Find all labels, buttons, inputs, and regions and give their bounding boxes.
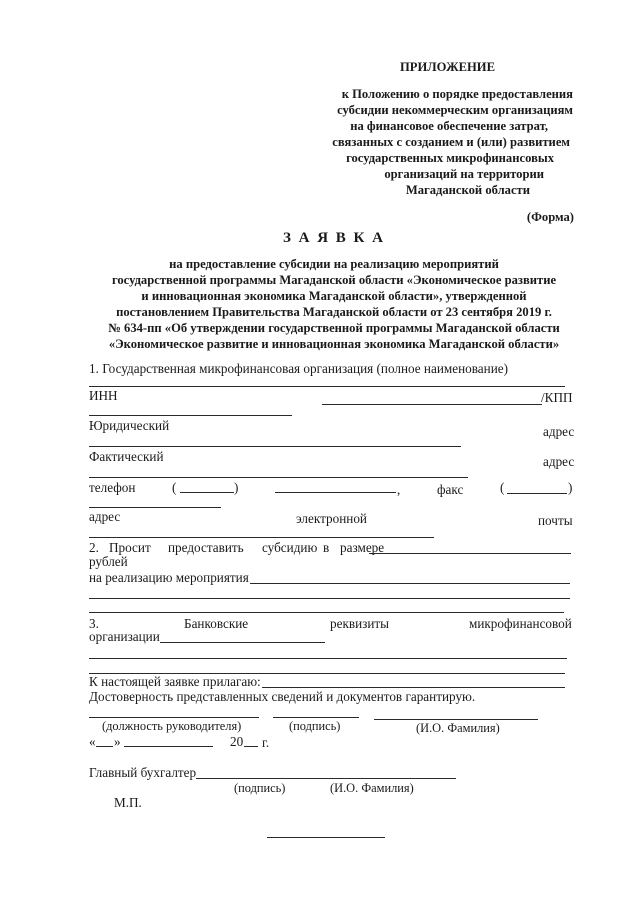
appendix-line-7: Магаданской области [405,183,530,197]
attachments-field[interactable] [262,687,565,688]
appendix-line-6: организаций на территории [384,167,544,181]
email-label-1: адрес [89,509,121,524]
item2-word-2: Просит [109,540,151,555]
actual-address-word: адрес [543,454,575,469]
head-position-caption: (должность руководителя) [102,719,242,733]
item2-word-6: размере [340,540,385,555]
bank-details-field-2[interactable] [89,658,567,659]
item3-number: 3. [89,616,99,631]
fax-code-field[interactable] [507,493,567,494]
item2-word-3: предоставить [168,540,244,555]
document-title: З А Я В К А [282,230,386,246]
item2-word-4: субсидию [262,540,318,555]
date-day-field[interactable] [96,746,113,747]
item3-word-4: организации [89,629,160,644]
appendix-line-5: государственных микрофинансовых [346,151,554,165]
footer-separator [267,837,385,838]
fax-number-field[interactable] [89,507,221,508]
item3-word-2: реквизиты [330,616,390,631]
head-name-field[interactable] [374,719,538,720]
actual-address-field[interactable] [89,477,468,478]
inn-label: ИНН [89,388,118,403]
phone-number-field[interactable] [275,492,396,493]
heading-line-1: на предоставление субсидии на реализацию мероприятий [169,257,499,271]
heading-line-5: № 634-пп «Об утверждении государственной программы Магаданской области [108,321,560,335]
appendix-line-3: на финансовое обеспечение затрат, [350,119,548,133]
heading-line-2: государственной программы Магаданской области «Экономическое развитие [111,273,557,287]
legal-address-label: Юридический [89,418,170,433]
guarantee-text: Достоверность представленных сведений и документов гарантирую. [89,689,476,704]
phone-code-field[interactable] [180,492,234,493]
item3-word-3: микрофинансовой [469,616,572,631]
actual-address-label: Фактический [89,449,164,464]
phone-code-close: ) [234,480,239,495]
head-signature-field[interactable] [273,717,359,718]
kpp-label: /КПП [541,390,573,405]
attachments-label: К настоящей заявке прилагаю: [89,674,261,689]
heading-line-3: и инновационная экономика Магаданской области», утвержденной [141,289,527,303]
measure-field-1[interactable] [250,583,570,584]
email-label-3: почты [538,513,573,528]
appendix-line-4: связанных с созданием и (или) развитием [332,135,570,149]
heading-line-4: постановлением Правительства Магаданской области от 23 сентября 2019 г. [116,305,552,319]
legal-address-field[interactable] [89,446,461,447]
date-quote-close: » [114,734,121,749]
date-quote-open: « [89,734,96,749]
item2-word-1: 2. [89,540,99,555]
chief-accountant-label: Главный бухгалтер [89,765,197,780]
inn-field[interactable] [322,404,542,405]
stamp-label: М.П. [114,795,142,810]
form-label: (Форма) [526,210,574,224]
measure-field-2[interactable] [89,598,570,599]
fax-code-open: ( [500,480,505,495]
date-month-field[interactable] [124,746,213,747]
phone-code-open: ( [172,480,177,495]
kpp-field[interactable] [89,415,292,416]
appendix-line-1: к Положению о порядке предоставления [341,87,573,101]
accountant-signature-caption: (подпись) [234,781,286,795]
heading-line-6: «Экономическое развитие и инновационная экономика Магаданской области» [108,337,560,351]
fax-code-close: ) [568,480,573,495]
measure-label: на реализацию мероприятия [89,570,249,585]
legal-address-word: адрес [543,424,575,439]
phone-comma: , [397,482,401,497]
phone-label: телефон [89,480,136,495]
accountant-name-caption: (И.О. Фамилия) [330,781,414,795]
appendix-title: ПРИЛОЖЕНИЕ [400,60,495,74]
rubles-label: рублей [89,554,128,569]
subsidy-amount-field[interactable] [369,553,571,554]
date-year-field[interactable] [244,746,258,747]
org-name-field[interactable] [89,386,565,387]
measure-field-3[interactable] [89,612,564,613]
email-label-2: электронной [296,511,367,526]
appendix-line-2: субсидии некоммерческим организациям [337,103,573,117]
email-field[interactable] [89,537,434,538]
fax-label: факс [437,482,464,497]
date-year-suffix: г. [262,735,270,750]
bank-details-field-1[interactable] [160,642,325,643]
chief-accountant-field[interactable] [196,778,456,779]
date-year-prefix: 20 [230,734,244,749]
head-position-field[interactable] [89,717,259,718]
item1-label: 1. Государственная микрофинансовая организация (полное наименование) [89,361,509,376]
item2-word-5: в [323,540,330,555]
head-name-caption: (И.О. Фамилия) [416,721,500,735]
item3-word-1: Банковские [184,616,249,631]
head-signature-caption: (подпись) [289,719,341,733]
